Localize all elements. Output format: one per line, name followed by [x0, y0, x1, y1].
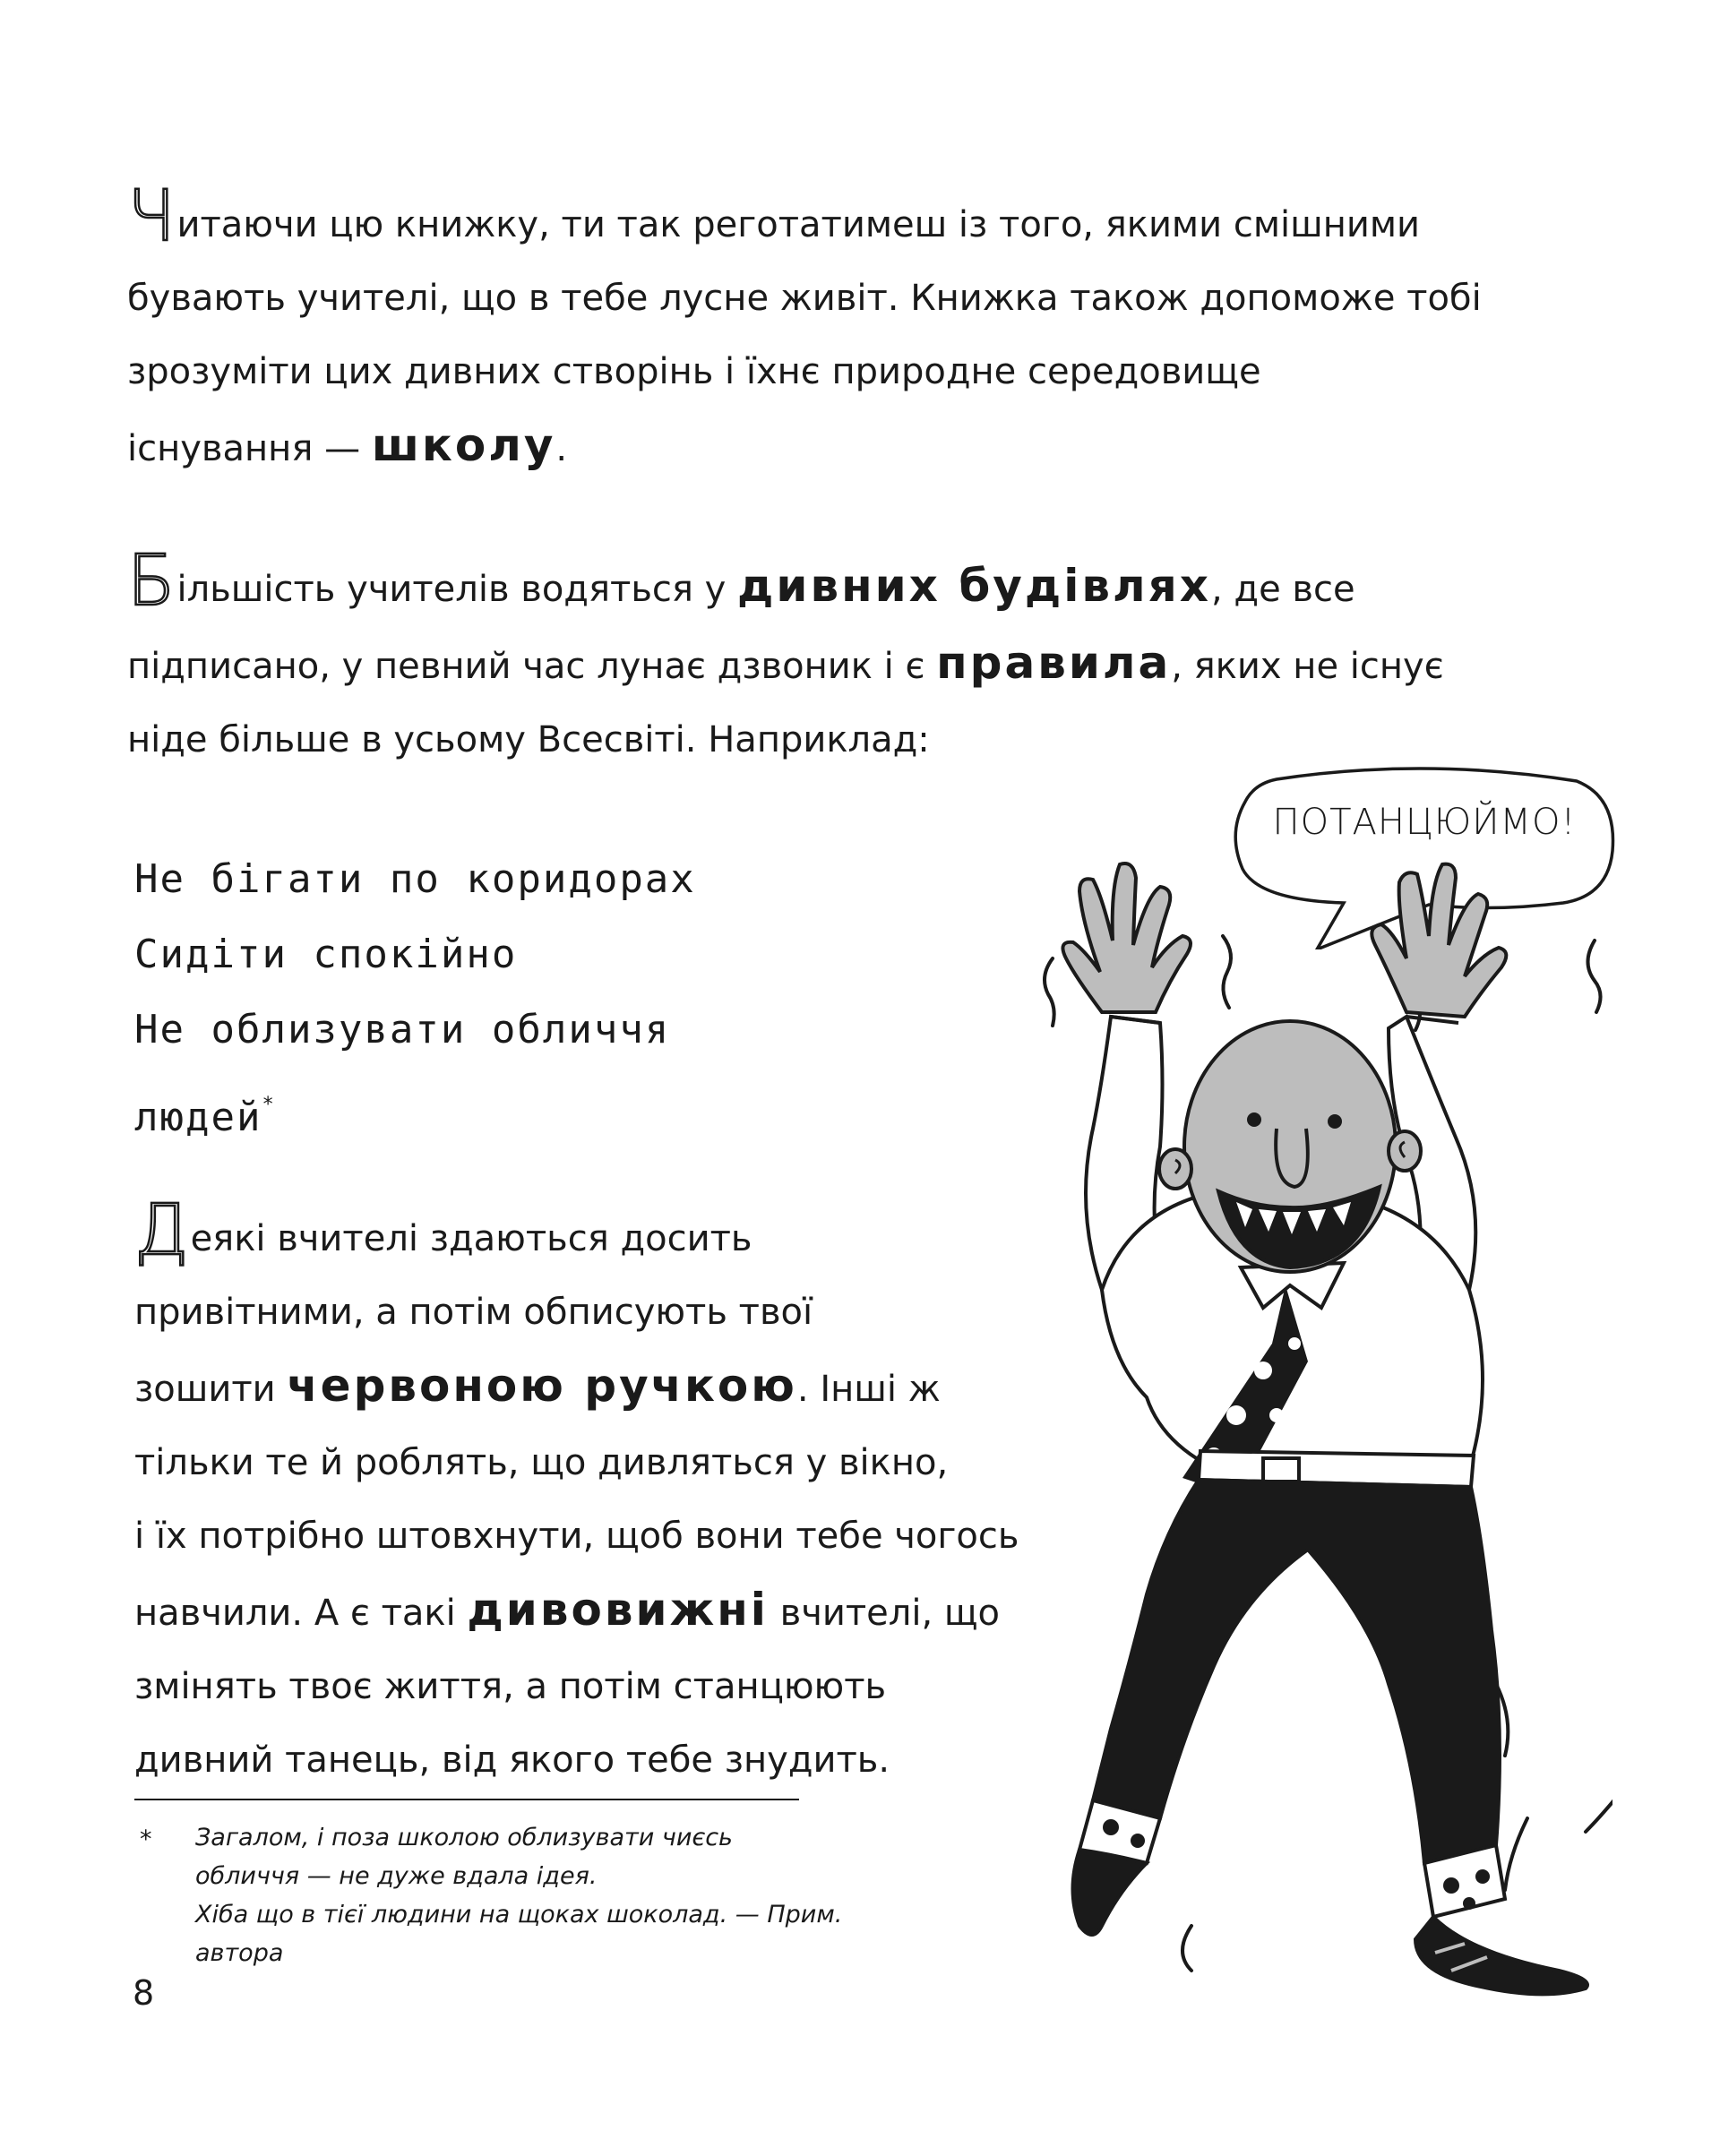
- dancing-teacher-illustration: [968, 788, 1612, 2033]
- highlight-amazing: дивовижні: [467, 1584, 769, 1636]
- buildings-paragraph: Більшість учителів водяться у дивних будівлях, де все підписано, у певний час лунає дзвоник і є правила, яких не існує ніде більше в усьому Всесвіті. Наприклад:: [127, 541, 1444, 760]
- handwritten-rules: [134, 842, 696, 1155]
- intro-paragraph: Читаючи цю книжку, ти так реготатимеш із того, якими смішними бувають учителі, що в тебе лусне живіт. Книжка також допоможе тобі зрозуміти цих дивних створінь і їхнє природне середовище існування — школу.: [127, 176, 1482, 471]
- footnote-mark: *: [140, 1825, 152, 1853]
- rule-item: Сидіти спокійно: [134, 932, 518, 977]
- dropcap-b: Б: [127, 541, 176, 622]
- rule-item: людей*: [134, 1094, 276, 1140]
- highlight-school: школу: [371, 419, 556, 471]
- rule-item: Не бігати по коридорах: [134, 856, 696, 902]
- highlight-red-pen: червоною ручкою: [287, 1360, 797, 1412]
- rule-item: Не облизувати обличчя: [134, 1007, 671, 1052]
- page-number: 8: [133, 1973, 155, 2013]
- speech-bubble-text: ПОТАНЦЮЙМО!: [1272, 802, 1577, 843]
- footnote: * Загалом, і поза школою облизувати чиєсь обличчя — не дуже вдала ідея. Хіба що в тієї людини на щоках шоколад. — Прим. автора: [143, 1818, 842, 1972]
- dropcap-ch: Ч: [127, 176, 176, 257]
- footnote-marker: *: [262, 1094, 276, 1116]
- teachers-paragraph: Деякі вчителі здаються досить привітними, а потім обписують твої зошити червоною ручкою. Інші ж тільки те й роблять, що дивляться у вікно, і їх потрібно штовхнути, щоб вони тебе чогось навчили. А є такі дивовижні вчителі, що змінять твоє життя, а потім станцюють дивний танець, від якого тебе знудить.: [134, 1190, 1019, 1781]
- footnote-divider: [134, 1799, 799, 1800]
- highlight-rules: правила: [936, 637, 1172, 689]
- highlight-strange-buildings: дивних будівлях: [737, 560, 1211, 612]
- dropcap-d: Д: [134, 1190, 189, 1271]
